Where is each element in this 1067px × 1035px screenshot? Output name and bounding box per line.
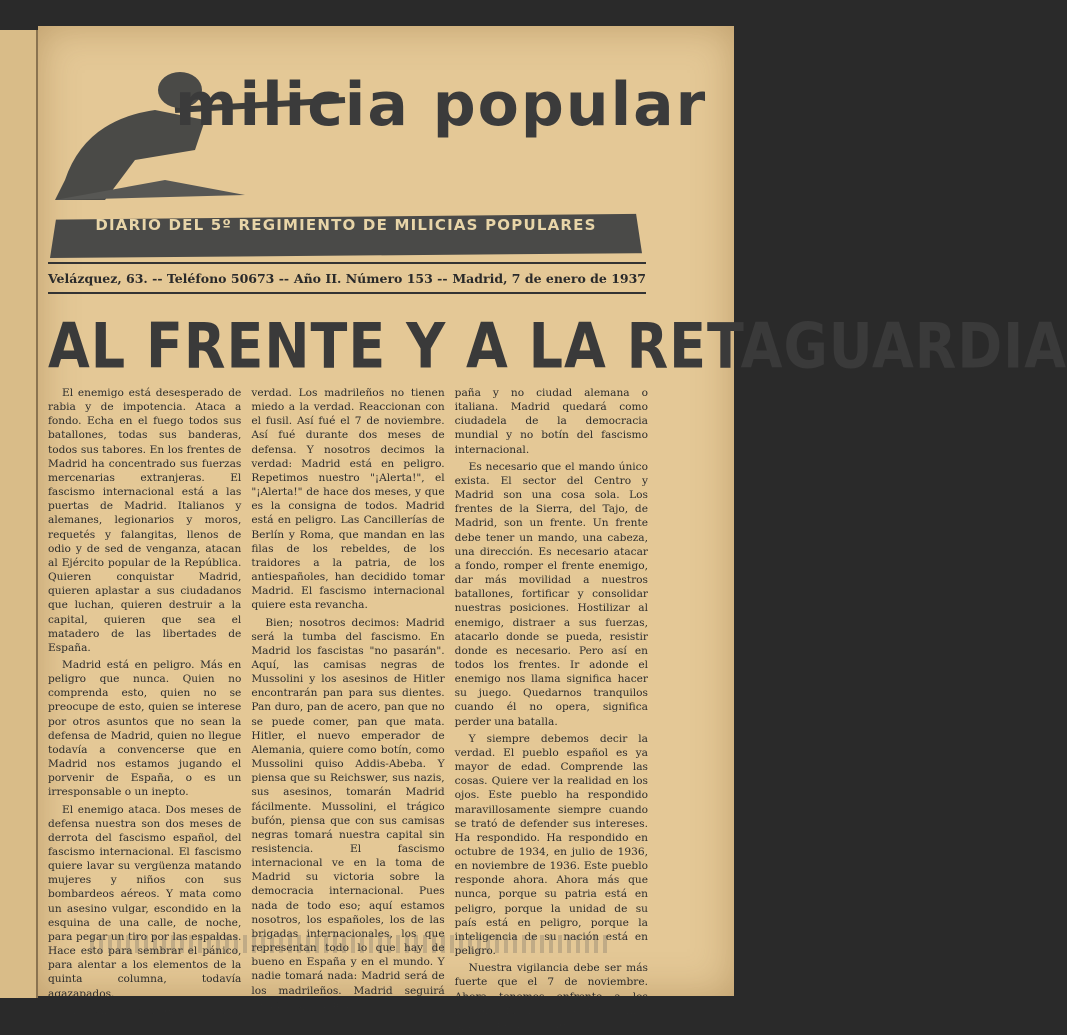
paragraph: Y siempre debemos decir la verdad. El pueblo español es ya mayor de edad. Comprende las cosas. Quiere ver la realidad en los ojos. Este pueblo ha respondido maravillosamente siempre cuando se trató de defender sus intereses. Ha respondido. Ha respondido en octubre de 1934, en julio de 1936, en noviembre de 1936. Este pueblo responde ahora. Ahora más que nunca, porque su patria está en peligro, porque la unidad de su país está en peligro, porque la inteligencia de su nación está en peligro. (454, 732, 648, 958)
issue-number: Año II. Número 153 -- (293, 270, 448, 286)
address-phone: Velázquez, 63. -- Teléfono 50673 -- (48, 270, 290, 286)
publication-date: Madrid, 7 de enero de 1937 (452, 270, 646, 286)
paragraph: Es necesario que el mando único exista. El sector del Centro y Madrid son una cosa sola. Los frentes de la Sierra, del Tajo, de Madrid, son un frente. Un frente debe tener un mando, una cabeza, una dirección. Es necesario atacar a fondo, romper el frente enemigo, dar más movilidad a nuestros batallones, fortificar y consolidar nuestras posiciones. Hostilizar al enemigo, distraer a sus fuerzas, atacarlo donde se pueda, resistir donde es necesario. Pero así en todos los frentes. Ir adonde el enemigo nos llama significa hacer su juego. Quedarnos tranquilos cuando él no opera, significa perder una batalla. (454, 460, 648, 728)
masthead-subtitle: DIARIO DEL 5º REGIMIENTO DE MILICIAS POPULARES (95, 216, 597, 234)
paragraph: En escarnio de la verdad, toda la (62, 1004, 240, 1017)
paragraph: paña y no ciudad alemana o italiana. Madrid quedará como ciudadela de la democracia mundial y no botín del fascismo internacional. (454, 387, 648, 456)
adjacent-page-edge (0, 30, 38, 998)
masthead-title: milicia popular (175, 70, 708, 140)
publication-info-line (48, 262, 646, 294)
paragraph: verdad. Los madrileños no tienen miedo a la verdad. Reaccionan con el fusil. Así fué el 7 de noviembre. Así fué durante dos meses de defensa. Y nosotros decimos la verdad: Madrid está en peligro. Repetimos nuestro "¡Alerta!", el "¡Alerta!" de hace dos meses, y que es la consigna de todos. Madrid está en peligro. Las Cancillerías de Berlín y Roma, que mandan en las filas de los rebeldes, de los traidores a la patria, de los antiespañoles, han decidido tomar Madrid. El fascismo internacional quiere esta revancha. (251, 387, 445, 612)
faded-footer-text (90, 935, 610, 953)
paragraph: Bien; nosotros decimos: Madrid será la tumba del fascismo. En Madrid los fascistas "no pasarán". Aquí, las camisas negras de Mussolini y los asesinos de Hitler encontrarán pan para sus dientes. Pan duro, pan de acero, pan que no se puede comer, pan que mata. Hitler, el nuevo emperador de Alemania, quiere como botín, como Mussolini quiso Addis-Abeba. Y piensa que su Reichswer, sus nazis, sus asesinos, tomarán Madrid fácilmente. Mussolini, el trágico bufón, piensa que con sus camisas negras tomará nuestra capital sin resistencia. El fascismo internacional ve en la toma de Madrid su victoria sobre la democracia internacional. Pues nada de todo eso; aquí estamos nosotros, los españoles, los de las brigadas internacionales, los que representan todo lo que hay de bueno en España y en el mundo. Y nadie tomará nada: Madrid será de los madrileños. Madrid seguirá siendo capital de Es- (251, 616, 445, 1011)
paragraph: El enemigo está desesperado de rabia y de impotencia. Ataca a fondo. Echa en el fuego todos sus batallones, todas sus banderas, todos sus tabores. En los frentes de Madrid ha concentrado sus fuerzas mercenarias extranjeras. El fascismo internacional está a las puertas de Madrid. Italianos y alemanes, legionarios y moros, requetés y falangitas, llenos de odio y de sed de venganza, atacan al Ejército popular de la República. Quieren conquistar Madrid, quieren aplastar a sus ciudadanos que luchan, quieren destruir a la capital, quieren que sea el matadero de las libertades de España. (48, 387, 242, 654)
paragraph: El enemigo ataca. Dos meses de defensa nuestra son dos meses de derrota del fascismo español, del fascismo internacional. El fascismo quiere lavar su vergüenza matando mujeres y niños con sus bombardeos aéreos. Y mata como un asesino vulgar, escondido en la esquina de una calle, de noche, para pegar un tiro por las espaldas. Hace esto para sembrar el pánico, para alentar a los elementos de la quinta columna, todavía agazapados. (48, 803, 242, 1000)
paragraph: Nuestra vigilancia debe ser más fuerte que el 7 de noviembre. Ahora tenemos enfrente a los hombres fascistas. Nosotros hemos aplastado moros y le- (454, 962, 648, 1031)
paragraph: Madrid está en peligro. Más en peligro que nunca. Quien no comprenda esto, quien no se preocupe de esto, quien se interese por otros asuntos que no sean la defensa de Madrid, quien no llegue todavía a convencerse que en Madrid nos estamos jugando el porvenir de España, o es un irresponsable o un inepto. (48, 658, 242, 799)
main-headline: AL FRENTE Y A LA RETAGUARDIA (48, 310, 1067, 383)
